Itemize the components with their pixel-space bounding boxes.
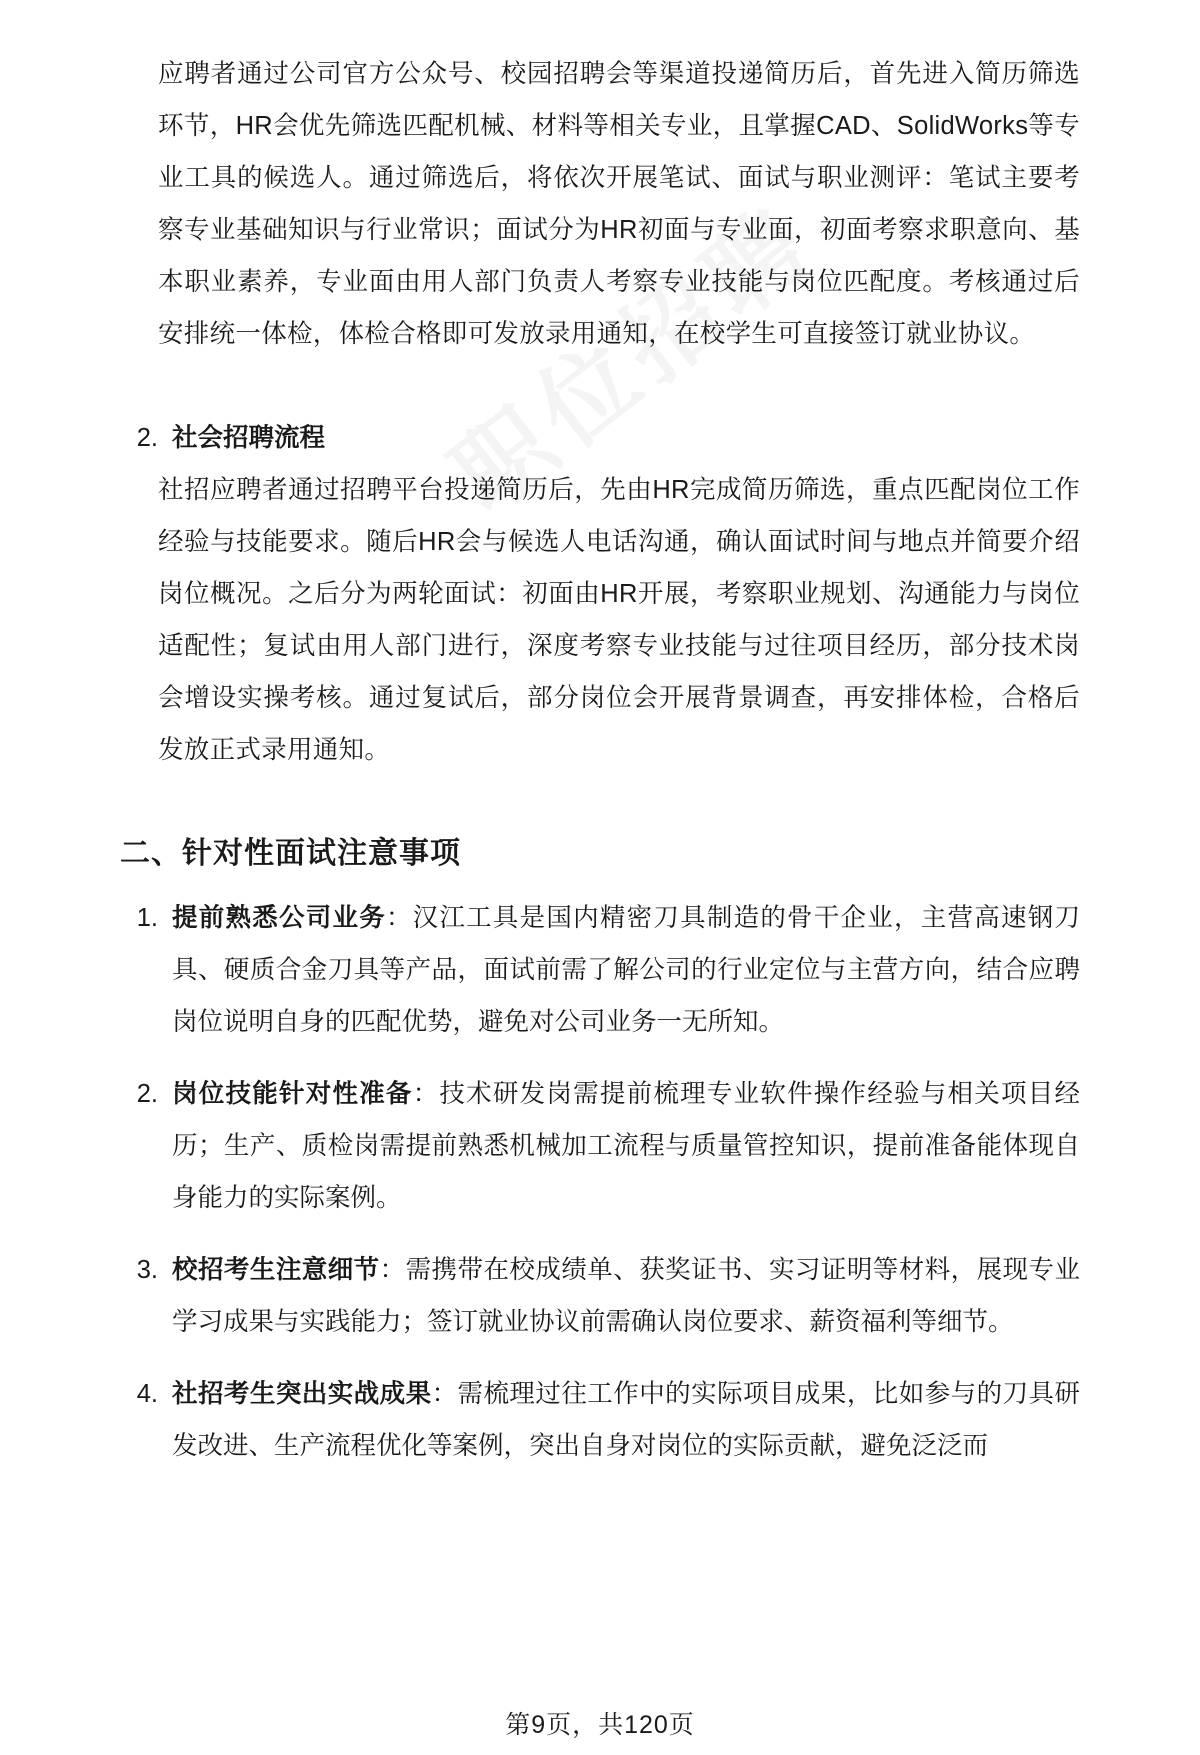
list-item-label: 校招考生注意细节 (172, 1256, 380, 1284)
list-item-body: ：技术研发岗需提前梳理专业软件操作经验与相关项目经历；生产、质检岗需提前熟悉机械加工流程与质量管控知识，提前准备能体现自身能力的实际案例。 (172, 1080, 1080, 1212)
social-process-paragraph: 社招应聘者通过招聘平台投递简历后，先由HR完成简历筛选，重点匹配岗位工作经验与技能要求。随后HR会与候选人电话沟通，确认面试时间与地点并简要介绍岗位概况。之后分为两轮面试：初面由HR开展，考察职业规划、沟通能力与岗位适配性；复试由用人部门进行，深度考察专业技能与过往项目经历，部分技术岗会增设实操考核。通过复试后，部分岗位会开展背景调查，再安排体检，合格后发放正式录用通知。 (158, 476, 1080, 764)
spacer (120, 366, 1080, 392)
list-item-body: ：需携带在校成绩单、获奖证书、实习证明等材料，展现专业学习成果与实践能力；签订就业协议前需确认岗位要求、薪资福利等细节。 (172, 1256, 1080, 1336)
list-item-body: ：需梳理过往工作中的实际项目成果，比如参与的刀具研发改进、生产流程优化等案例，突出自身对岗位的实际贡献，避免泛泛而 (172, 1380, 1080, 1460)
list-item-social-process (120, 412, 1080, 464)
list-item-body: ：汉江工具是国内精密刀具制造的骨干企业，主营高速钢刀具、硬质合金刀具等产品，面试前需了解公司的行业定位与主营方向，结合应聘岗位说明自身的匹配优势，避免对公司业务一无所知。 (172, 904, 1080, 1036)
list-item-number: 3. (136, 1256, 158, 1284)
list-item-content (172, 1244, 1080, 1348)
page-content (120, 48, 1080, 1472)
notes-list (120, 892, 1080, 1472)
list-item (120, 1068, 1080, 1224)
list-item (120, 1368, 1080, 1472)
list-item-number: 1. (136, 904, 158, 932)
list-item-content (172, 892, 1080, 1048)
list-item-number: 2. (136, 1080, 158, 1108)
page-footer: 第9页，共120页 (505, 1711, 695, 1739)
list-item-label: 社会招聘流程 (172, 424, 326, 452)
list-item-content (172, 1368, 1080, 1472)
list-item-number: 4. (136, 1380, 158, 1408)
campus-process-paragraph: 应聘者通过公司官方公众号、校园招聘会等渠道投递简历后，首先进入简历筛选环节，HR会优先筛选匹配机械、材料等相关专业，且掌握CAD、SolidWorks等专业工具的候选人。通过筛选后，将依次开展笔试、面试与职业测评：笔试主要考察专业基础知识与行业常识；面试分为HR初面与专业面，初面考察求职意向、基本职业素养，专业面由用人部门负责人考察专业技能与岗位匹配度。考核通过后安排统一体检，体检合格即可发放录用通知，在校学生可直接签订就业协议。 (158, 60, 1080, 348)
list-item-content (172, 1068, 1080, 1224)
page-title: 二、针对性面试注意事项 (120, 837, 461, 870)
list-item-number: 2. (136, 424, 158, 452)
list-item-label: 社招考生突出实战成果 (172, 1380, 432, 1408)
list-item (120, 892, 1080, 1048)
list-item (120, 1244, 1080, 1348)
list-item-label: 岗位技能针对性准备 (172, 1080, 413, 1108)
list-item-label: 提前熟悉公司业务 (172, 904, 386, 932)
